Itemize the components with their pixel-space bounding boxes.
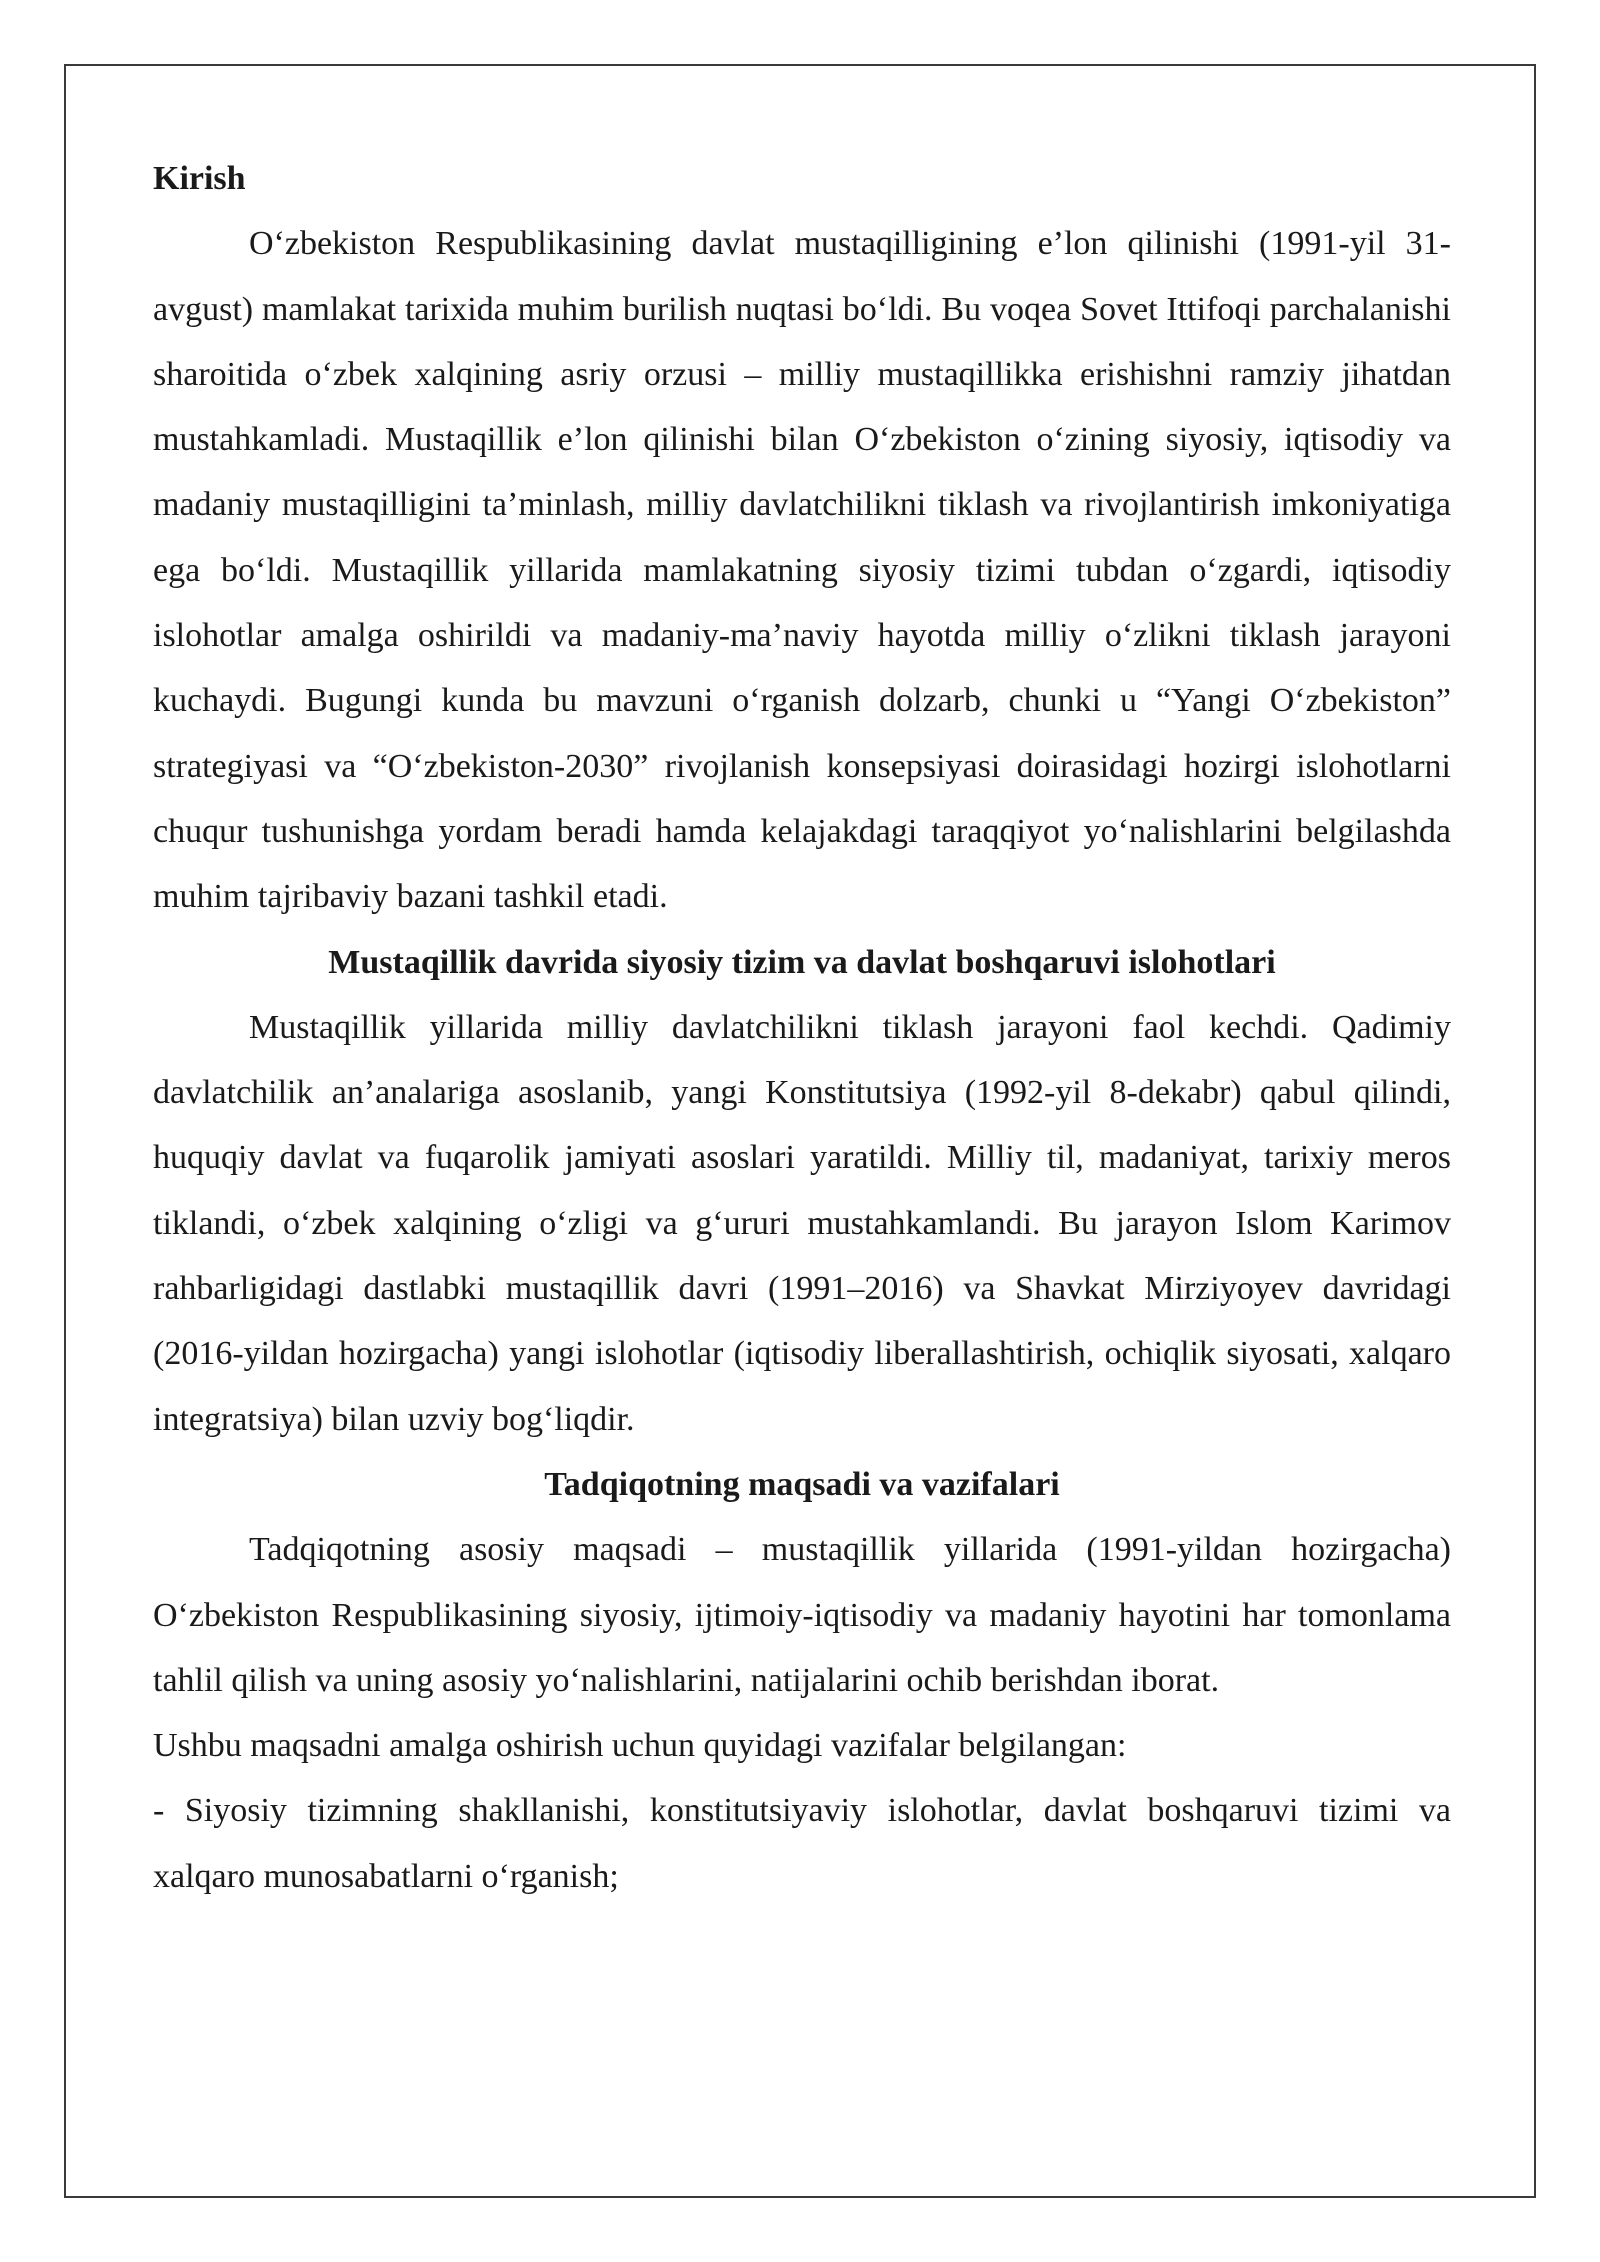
tasks-intro: Ushbu maqsadni amalga oshirish uchun quyidagi vazifalar belgilangan: xyxy=(153,1727,1127,1765)
document-body xyxy=(153,146,1451,1909)
task-item: - Siyosiy tizimning shakllanishi, konstitutsiyaviy islohotlar, davlat boshqaruvi tizimi va xalqaro munosabatlarni o‘rganish; xyxy=(153,1792,1451,1895)
political-system-paragraph: Mustaqillik yillarida milliy davlatchilikni tiklash jarayoni faol kechdi. Qadimiy davlatchilik an’analariga asoslanib, yangi Konstitutsiya (1992-yil 8-dekabr) qabul qilindi, huquqiy davlat va fuqarolik jamiyati asoslari yaratildi. Milliy til, madaniyat, tarixiy meros tiklandi, o‘zbek xalqining o‘zligi va g‘ururi mustahkamlandi. Bu jarayon Islom Karimov rahbarligidagi dastlabki mustaqillik davri (1991–2016) va Shavkat Mirziyoyev davridagi (2016-yildan hozirgacha) yangi islohotlar (iqtisodiy liberallashtirish, ochiqlik siyosati, xalqaro integratsiya) bilan uzviy bog‘liqdir. xyxy=(153,1008,1451,1438)
section-heading-political-system: Mustaqillik davrida siyosiy tizim va davlat boshqaruvi islohotlari xyxy=(328,943,1276,981)
intro-heading: Kirish xyxy=(153,160,246,197)
research-goals-paragraph: Tadqiqotning asosiy maqsadi – mustaqillik yillarida (1991-yildan hozirgacha) O‘zbekiston Respublikasining siyosiy, ijtimoiy-iqtisodiy va madaniy hayotini har tomonlama tahlil qilish va uning asosiy yo‘nalishlarini, natijalarini ochib berishdan iborat. xyxy=(153,1531,1451,1699)
intro-paragraph: O‘zbekiston Respublikasining davlat mustaqilligining e’lon qilinishi (1991-yil 31-avgust) mamlakat tarixida muhim burilish nuqtasi bo‘ldi. Bu voqea Sovet Ittifoqi parchalanishi sharoitida o‘zbek xalqining asriy orzusi – milliy mustaqillikka erishishni ramziy jihatdan mustahkamladi. Mustaqillik e’lon qilinishi bilan O‘zbekiston o‘zining siyosiy, iqtisodiy va madaniy mustaqilligini ta’minlash, milliy davlatchilikni tiklash va rivojlantirish imkoniyatiga ega bo‘ldi. Mustaqillik yillarida mamlakatning siyosiy tizimi tubdan o‘zgardi, iqtisodiy islohotlar amalga oshirildi va madaniy-ma’naviy hayotda milliy o‘zlikni tiklash jarayoni kuchaydi. Bugungi kunda bu mavzuni o‘rganish dolzarb, chunki u “Yangi O‘zbekiston” strategiyasi va “O‘zbekiston-2030” rivojlanish konsepsiyasi doirasidagi hozirgi islohotlarni chuqur tushunishga yordam beradi hamda kelajakdagi taraqqiyot yo‘nalishlarini belgilashda muhim tajribaviy bazani tashkil etadi. xyxy=(153,225,1451,916)
section-heading-research-goals: Tadqiqotning maqsadi va vazifalari xyxy=(544,1465,1060,1503)
